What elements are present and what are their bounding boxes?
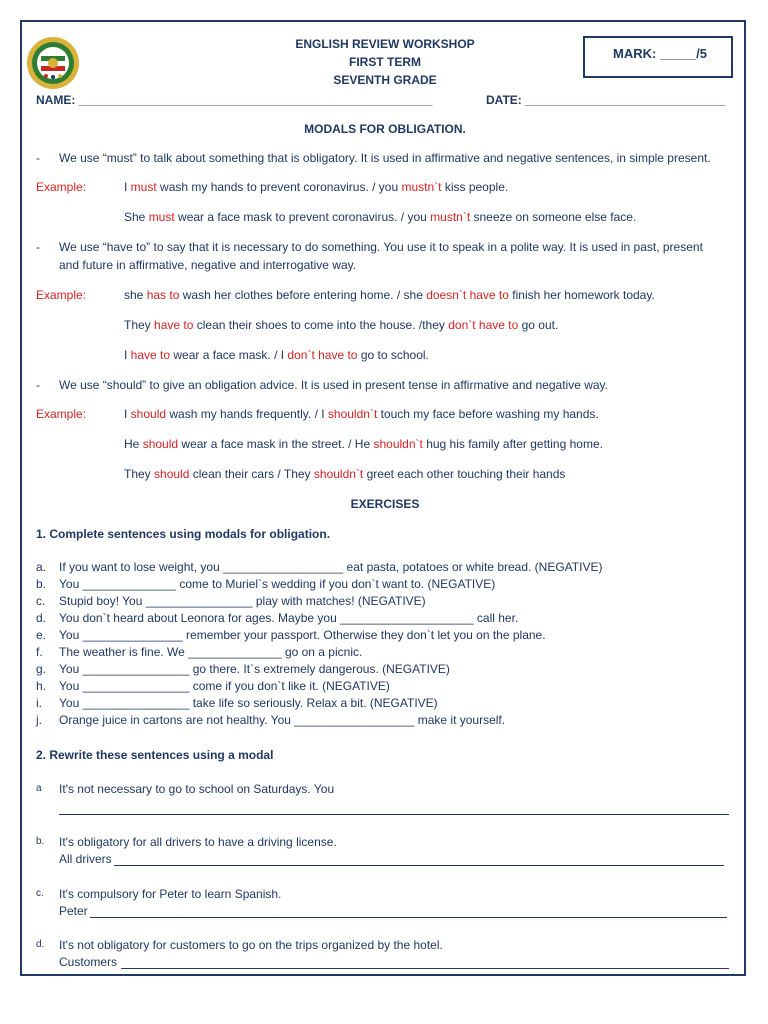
fill-in-sentence[interactable]: You don`t heard about Leonora for ages. Maybe you ____________________ call her.	[59, 611, 519, 625]
fill-in-sentence[interactable]: You ________________ take life so seriously. Relax a bit. (NEGATIVE)	[59, 696, 438, 710]
name-field[interactable]: NAME: _____________________________________________________	[36, 93, 433, 107]
list-item-letter: d.	[36, 611, 47, 625]
list-item-letter: e.	[36, 628, 47, 642]
mark-box: MARK: _____/5	[583, 36, 733, 78]
fill-in-sentence[interactable]: You ______________ come to Muriel`s wedding if you don`t want to. (NEGATIVE)	[59, 577, 496, 591]
list-item-letter: j.	[36, 713, 42, 727]
term-label: FIRST TERM	[349, 55, 421, 69]
list-item-letter: g.	[36, 662, 47, 676]
rule-bullet: -	[36, 378, 40, 392]
date-field[interactable]: DATE: ______________________________	[486, 93, 726, 107]
rule-have-to-continued: and future in affirmative, negative and interrogative way.	[59, 258, 357, 272]
list-item-letter: d.	[36, 939, 45, 950]
example-sentence: She must wear a face mask to prevent coronavirus. / you mustn`t sneeze on someone else face.	[124, 210, 637, 224]
worksheet	[20, 20, 746, 976]
fill-in-sentence[interactable]: You _______________ remember your passport. Otherwise they don`t let you on the plane.	[59, 628, 546, 642]
rewrite-prompt: It's compulsory for Peter to learn Spanish.	[59, 887, 282, 901]
grade-label: SEVENTH GRADE	[333, 73, 437, 87]
rule-should: We use “should” to give an obligation advice. It is used in present tense in affirmative and negative way.	[59, 378, 608, 392]
example-sentence: I must wash my hands to prevent coronavirus. / you mustn`t kiss people.	[124, 180, 509, 194]
list-item-letter: h.	[36, 679, 47, 693]
answer-start: All drivers	[59, 852, 112, 866]
answer-line[interactable]	[121, 968, 729, 969]
rewrite-prompt: It's not obligatory for customers to go on the trips organized by the hotel.	[59, 938, 443, 952]
list-item-letter: a.	[36, 560, 47, 574]
exercise-1-title: 1. Complete sentences using modals for obligation.	[36, 527, 331, 541]
answer-start: Customers	[59, 955, 118, 969]
workshop-title: ENGLISH REVIEW WORKSHOP	[295, 37, 475, 51]
list-item-letter: b.	[36, 577, 47, 591]
list-item-letter: a	[36, 783, 42, 794]
fill-in-sentence[interactable]: If you want to lose weight, you __________________ eat pasta, potatoes or white bread. (NEGATIVE)	[59, 560, 603, 574]
rule-bullet: -	[36, 240, 40, 254]
answer-start: Peter	[59, 904, 88, 918]
example-label: Example:	[36, 288, 87, 302]
example-sentence: she has to wash her clothes before entering home. / she doesn`t have to finish her homework today.	[124, 288, 655, 302]
fill-in-sentence[interactable]: The weather is fine. We ______________ go on a picnic.	[59, 645, 363, 659]
fill-in-sentence[interactable]: Stupid boy! You ________________ play with matches! (NEGATIVE)	[59, 594, 426, 608]
rewrite-prompt: It's not necessary to go to school on Saturdays. You	[59, 782, 335, 796]
page-title: MODALS FOR OBLIGATION.	[304, 122, 466, 136]
rule-have-to: We use “have to” to say that it is necessary to do something. You use it to speak in a polite way. It is used in past, present	[59, 240, 703, 254]
answer-line[interactable]	[114, 865, 724, 866]
exercise-2-title: 2. Rewrite these sentences using a modal	[36, 748, 274, 762]
rule-bullet: -	[36, 151, 40, 165]
exercises-heading: EXERCISES	[350, 497, 420, 511]
example-sentence: I should wash my hands frequently. / I shouldn`t touch my face before washing my hands.	[124, 407, 599, 421]
rule-must: We use “must” to talk about something that is obligatory. It is used in affirmative and negative sentences, in simple present.	[59, 151, 711, 165]
fill-in-sentence[interactable]: You ________________ come if you don`t like it. (NEGATIVE)	[59, 679, 390, 693]
list-item-letter: b.	[36, 836, 45, 847]
list-item-letter: c.	[36, 888, 44, 899]
list-item-letter: c.	[36, 594, 46, 608]
example-label: Example:	[36, 180, 87, 194]
example-sentence: He should wear a face mask in the street. / He shouldn`t hug his family after getting home.	[124, 437, 603, 451]
answer-line[interactable]	[90, 917, 727, 918]
example-sentence: I have to wear a face mask. / I don`t have to go to school.	[124, 348, 429, 362]
example-sentence: They should clean their cars / They shouldn`t greet each other touching their hands	[124, 467, 566, 481]
list-item-letter: f.	[36, 645, 43, 659]
example-sentence: They have to clean their shoes to come into the house. /they don`t have to go out.	[124, 318, 559, 332]
fill-in-sentence[interactable]: You ________________ go there. It`s extremely dangerous. (NEGATIVE)	[59, 662, 450, 676]
example-label: Example:	[36, 407, 87, 421]
rewrite-prompt: It's obligatory for all drivers to have a driving license.	[59, 835, 337, 849]
list-item-letter: i.	[36, 696, 42, 710]
fill-in-sentence[interactable]: Orange juice in cartons are not healthy. You __________________ make it yourself.	[59, 713, 506, 727]
answer-line[interactable]	[59, 814, 729, 815]
